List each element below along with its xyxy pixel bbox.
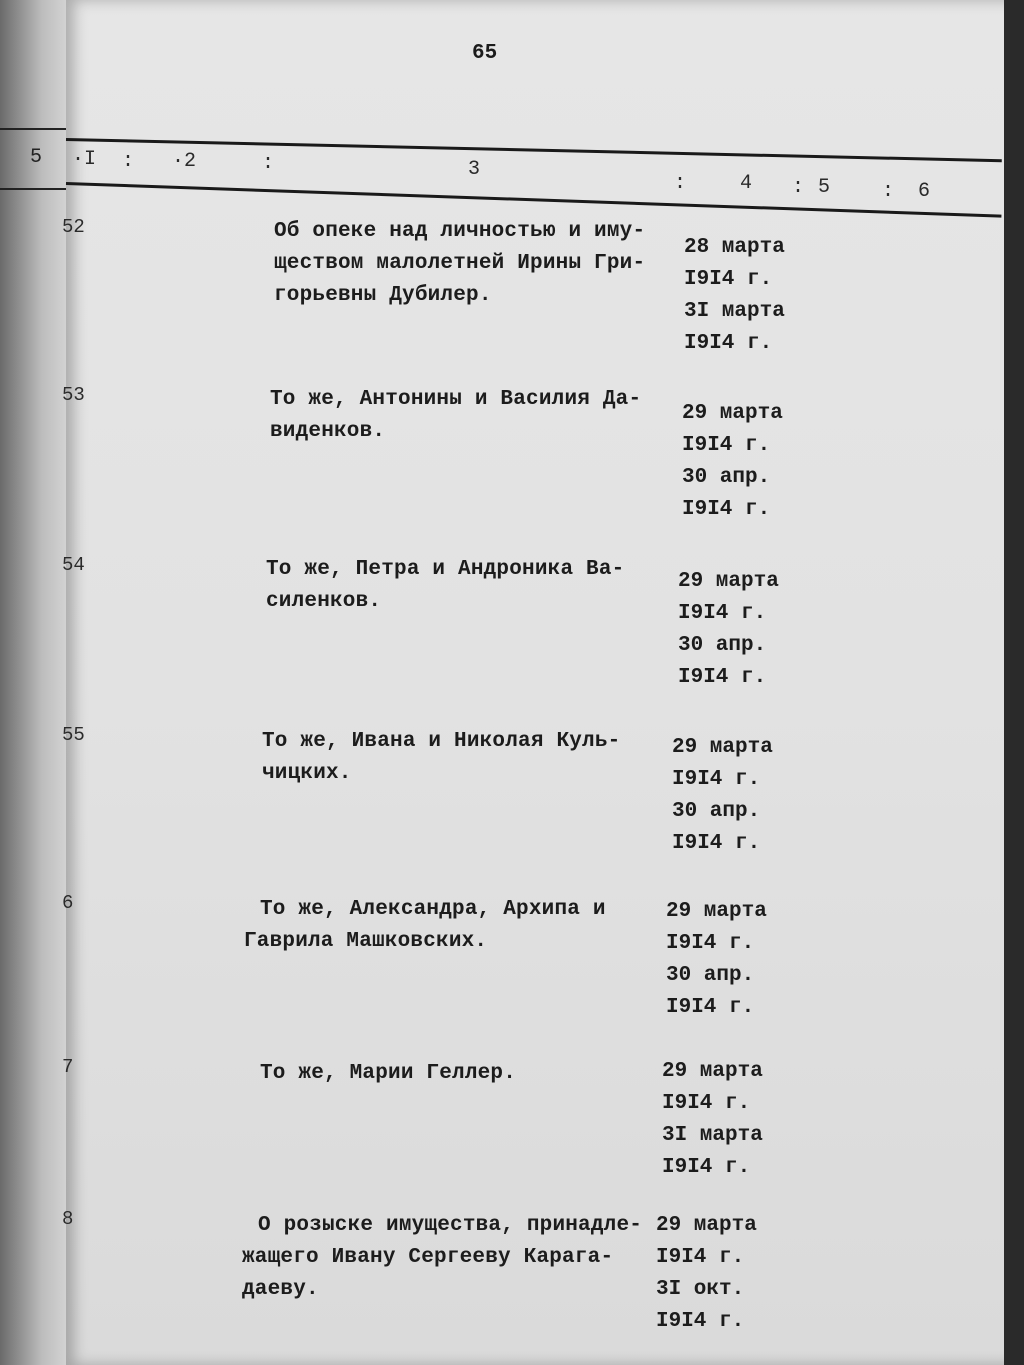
- header-separator: :: [792, 176, 805, 199]
- end-date: 3I марта: [662, 1124, 763, 1147]
- end-date: 30 апр.: [666, 964, 755, 987]
- header-col-2: ·2: [172, 150, 197, 173]
- row-number: 8: [62, 1208, 74, 1230]
- start-year: I9I4 г.: [672, 768, 761, 791]
- left-page-column-label: 5: [30, 146, 43, 169]
- desc-line: чицких.: [262, 762, 352, 785]
- end-year: I9I4 г.: [678, 666, 767, 689]
- row-number: 55: [62, 724, 85, 746]
- row-dates: [666, 896, 767, 1024]
- row-dates: [678, 566, 779, 694]
- end-date: 30 апр.: [678, 634, 767, 657]
- header-separator: :: [674, 172, 687, 195]
- start-year: I9I4 г.: [678, 602, 767, 625]
- desc-line: виденков.: [270, 420, 386, 443]
- desc-line: О розыске имущества, принадле-: [258, 1214, 643, 1237]
- start-year: I9I4 г.: [682, 434, 771, 457]
- header-top-rule: [66, 138, 1002, 162]
- header-col-3: 3: [468, 158, 481, 181]
- start-year: I9I4 г.: [666, 932, 755, 955]
- end-year: I9I4 г.: [656, 1310, 745, 1333]
- row-dates: [682, 398, 783, 526]
- start-date: 29 марта: [682, 402, 783, 425]
- start-date: 29 марта: [678, 570, 779, 593]
- end-date: 3I марта: [684, 300, 785, 323]
- desc-line: То же, Ивана и Николая Куль-: [262, 730, 621, 753]
- row-number: 7: [62, 1056, 74, 1078]
- row-dates: [656, 1210, 757, 1338]
- row-number: 52: [62, 216, 85, 238]
- desc-line: даеву.: [242, 1278, 319, 1301]
- start-year: I9I4 г.: [684, 268, 773, 291]
- desc-line: Гаврила Машковских.: [244, 930, 488, 953]
- row-description: [270, 384, 641, 448]
- start-year: I9I4 г.: [656, 1246, 745, 1269]
- row-description: [274, 216, 645, 312]
- header-col-5: 5: [818, 176, 831, 199]
- row-number: 54: [62, 554, 85, 576]
- row-number: 6: [62, 892, 74, 914]
- start-date: 29 марта: [672, 736, 773, 759]
- left-page-edge: [0, 0, 70, 1365]
- row-description: [260, 1058, 516, 1090]
- desc-line: То же, Марии Геллер.: [260, 1062, 517, 1085]
- start-date: 29 марта: [662, 1060, 763, 1083]
- desc-line: То же, Александра, Архипа и: [260, 898, 606, 921]
- row-dates: [662, 1056, 763, 1184]
- end-date: 3I окт.: [656, 1278, 745, 1301]
- header-separator: :: [122, 150, 135, 173]
- start-date: 29 марта: [656, 1214, 757, 1237]
- header-col-1: ·I: [72, 148, 97, 171]
- header-bottom-rule: [66, 182, 1002, 218]
- row-number: 53: [62, 384, 85, 406]
- row-description: [262, 726, 620, 790]
- desc-line: То же, Антонины и Василия Да-: [270, 388, 642, 411]
- end-year: I9I4 г.: [684, 332, 773, 355]
- end-date: 30 апр.: [672, 800, 761, 823]
- row-description: [242, 1210, 642, 1306]
- end-date: 30 апр.: [682, 466, 771, 489]
- header-separator: :: [262, 152, 275, 175]
- row-dates: [684, 232, 785, 360]
- desc-line: То же, Петра и Андроника Ва-: [266, 558, 625, 581]
- end-year: I9I4 г.: [662, 1156, 751, 1179]
- document-page: [62, 0, 1012, 1365]
- row-dates: [672, 732, 773, 860]
- desc-line: жащего Ивану Сергееву Карага-: [242, 1246, 614, 1269]
- end-year: I9I4 г.: [666, 996, 755, 1019]
- start-date: 29 марта: [666, 900, 767, 923]
- row-description: [266, 554, 624, 618]
- header-col-6: 6: [918, 180, 931, 203]
- start-year: I9I4 г.: [662, 1092, 751, 1115]
- start-date: 28 марта: [684, 236, 785, 259]
- desc-line: Об опеке над личностью и иму-: [274, 220, 646, 243]
- row-description: [244, 894, 606, 958]
- desc-line: силенков.: [266, 590, 382, 613]
- desc-line: горьевны Дубилер.: [274, 284, 492, 307]
- end-year: I9I4 г.: [672, 832, 761, 855]
- header-separator: :: [882, 180, 895, 203]
- header-col-4: 4: [740, 172, 753, 195]
- right-background-edge: [1004, 0, 1024, 1365]
- desc-line: ществом малолетней Ирины Гри-: [274, 252, 646, 275]
- page-number: 65: [472, 42, 498, 65]
- end-year: I9I4 г.: [682, 498, 771, 521]
